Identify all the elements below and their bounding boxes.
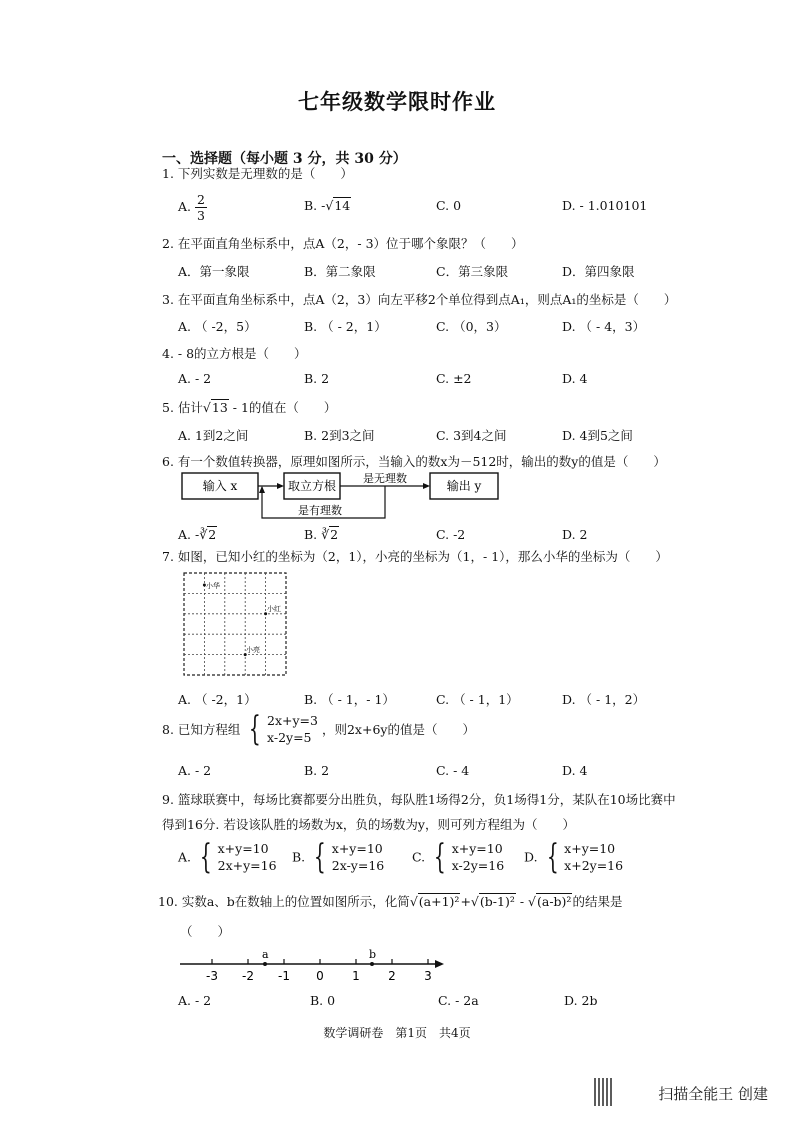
- q8-option-b: B. 2: [304, 763, 330, 778]
- q1-option-d: D. - 1.010101: [562, 198, 648, 213]
- question-3-stem: 3. 在平面直角坐标系中，点A（2，3）向左平移2个单位得到点A₁，则点A₁的坐标是（ ）: [162, 292, 677, 307]
- q10-option-a: A. - 2: [178, 993, 212, 1008]
- q3-option-a: A. （ -2，5）: [178, 319, 257, 334]
- q10-stem-post: 的结果是: [572, 894, 623, 909]
- q9-d-label: D.: [524, 849, 538, 865]
- number-line-tick-label: -2: [242, 969, 254, 983]
- q10-answer-paren: （ ）: [180, 924, 231, 939]
- number-line: [176, 946, 448, 986]
- q6-option-d: D. 2: [562, 527, 588, 542]
- converter-diagram: [180, 468, 510, 524]
- fraction-denominator: 3: [197, 208, 205, 223]
- q7-option-c: C. （ - 1，1）: [436, 692, 519, 707]
- brace-icon: {: [546, 837, 559, 877]
- question-5-stem: 5. 估计√13 - 1的值在（ ）: [162, 400, 337, 415]
- q6-option-b: [304, 527, 339, 542]
- q6-option-c: C. -2: [436, 527, 466, 542]
- label-xiaohua: 小华: [206, 582, 220, 590]
- number-line-ticks: [206, 959, 432, 983]
- q3-option-c: C. （0，3）: [436, 319, 507, 334]
- equation-system: [332, 840, 384, 874]
- brace-icon: {: [199, 837, 212, 877]
- question-9-stem-line2: 得到16分. 若设该队胜的场数为x，负的场数为y，则可列方程组为（ ）: [162, 817, 575, 832]
- watermark: 扫描全能王 创建: [658, 1085, 768, 1103]
- q9-option-b: [292, 837, 385, 877]
- equation-2: x-2y=5: [267, 730, 312, 745]
- q8-option-c: C. - 4: [436, 763, 470, 778]
- number-line-tick-label: -3: [206, 969, 218, 983]
- q5-option-a: A. 1到2之间: [178, 428, 249, 443]
- q9-b-label: B.: [292, 849, 306, 865]
- equation-1: x+y=10: [564, 841, 616, 856]
- q1-option-c: C. 0: [436, 198, 462, 213]
- number-line-tick-label: -1: [278, 969, 290, 983]
- question-9-stem-line1: 9. 篮球联赛中，每场比赛都要分出胜负，每队胜1场得2分，负1场得1分，某队在10场比赛中: [162, 792, 676, 807]
- fraction: [195, 192, 207, 223]
- q3-option-b: B. （ - 2，1）: [304, 319, 387, 334]
- q5-option-d: D. 4到5之间: [562, 428, 633, 443]
- q1-option-a: [178, 192, 207, 223]
- q6-b-label: B.: [304, 527, 318, 542]
- equation-2: 2x-y=16: [331, 858, 385, 873]
- question-6-stem: 6. 有一个数值转换器，原理如图所示，当输入的数x为－512时，输出的数y的值是（ ）: [162, 454, 666, 469]
- grid-border: [184, 573, 286, 675]
- irrational-label: 是无理数: [363, 472, 407, 485]
- page-footer: 数学调研卷 第1页 共4页: [323, 1026, 471, 1040]
- radical-3: (a-b)²: [536, 894, 572, 909]
- label-b: b: [369, 948, 377, 961]
- q5-option-c: C. 3到4之间: [436, 428, 507, 443]
- brace-icon: {: [314, 837, 326, 877]
- q10-option-c: C. - 2a: [438, 993, 479, 1008]
- number-line-tick-label: 0: [316, 969, 324, 983]
- question-4-stem: 4. - 8的立方根是（ ）: [162, 346, 307, 361]
- label-xiaoliang: 小亮: [246, 646, 260, 654]
- q3-option-d: D. （ - 4，3）: [562, 319, 646, 334]
- q9-option-d: [524, 837, 624, 877]
- q5-stem-pre: 5. 估计: [162, 400, 203, 415]
- q10-option-d: D. 2b: [564, 993, 598, 1008]
- question-8-stem: [162, 709, 475, 749]
- arrow-head: [259, 486, 265, 493]
- q2-option-d: D．第四象限: [562, 264, 635, 279]
- equation-1: 2x+y=3: [267, 713, 318, 728]
- equation-system: [218, 840, 277, 874]
- question-10-stem: 10. 实数a、b在数轴上的位置如图所示，化简√(a+1)²+√(b-1)² - √(a-b)²的结果是: [158, 894, 623, 909]
- q4-option-a: A. - 2: [178, 371, 212, 386]
- question-7-stem: 7. 如图，已知小红的坐标为（2，1），小亮的坐标为（1，- 1），那么小华的坐标为（ ）: [162, 549, 668, 564]
- output-box-label: 输出 y: [446, 479, 482, 493]
- coordinate-grid: [182, 571, 290, 679]
- radicand: 2: [208, 527, 217, 542]
- q6-option-a: [178, 527, 217, 542]
- rational-label: 是有理数: [298, 504, 342, 517]
- radicand: 14: [334, 198, 351, 213]
- question-2-stem: 2. 在平面直角坐标系中，点A（2，- 3）位于哪个象限？（ ）: [162, 236, 524, 251]
- q6-a-prefix: -∛: [195, 527, 208, 542]
- fraction-numerator: 2: [197, 192, 205, 207]
- radical-1: (a+1)²: [418, 894, 460, 909]
- q7-option-a: A. （ -2，1）: [178, 692, 257, 707]
- equation-1: x+y=10: [451, 841, 503, 856]
- arrow-head: [423, 483, 430, 489]
- equation-system: [564, 840, 623, 874]
- grid-lines: [184, 573, 286, 675]
- equation-1: x+y=10: [217, 841, 269, 856]
- q4-option-b: B. 2: [304, 371, 330, 386]
- q4-option-d: D. 4: [562, 371, 588, 386]
- equation-2: x-2y=16: [451, 858, 505, 873]
- number-line-tick-label: 2: [388, 969, 396, 983]
- section-heading: 一、选择题（每小题 3 分，共 30 分）: [162, 151, 407, 167]
- label-a: a: [262, 948, 269, 961]
- q9-option-c: [412, 837, 505, 877]
- equation-system: [267, 712, 318, 746]
- qr-code-icon: [594, 1078, 612, 1106]
- question-1-stem: 1. 下列实数是无理数的是（ ）: [162, 166, 353, 181]
- q8-option-a: A. - 2: [178, 763, 212, 778]
- q8-stem-post: ，则2x+6y的值是（ ）: [321, 722, 475, 737]
- arrow-head: [277, 483, 284, 489]
- q5-stem-post: - 1的值在（ ）: [228, 400, 337, 415]
- radicand: 13: [211, 400, 228, 415]
- q4-option-c: C. ±2: [436, 371, 472, 386]
- point-a: [263, 962, 267, 966]
- q10-option-b: B. 0: [310, 993, 336, 1008]
- q8-stem-pre: 8. 已知方程组: [162, 722, 241, 737]
- q2-option-c: C．第三象限: [436, 264, 509, 279]
- equation-1: x+y=10: [331, 841, 383, 856]
- q1-b-label: B.: [304, 198, 318, 213]
- input-box-label: 输入 x: [202, 479, 238, 493]
- q9-a-label: A.: [178, 849, 192, 865]
- page-title: 七年级数学限时作业: [298, 89, 496, 114]
- q7-option-d: D. （ - 1，2）: [562, 692, 646, 707]
- q1-b-sign: -: [321, 198, 326, 213]
- equation-2: 2x+y=16: [217, 858, 277, 873]
- q1-a-label: A.: [178, 199, 192, 214]
- cube-root-box-label: 取立方根: [287, 479, 337, 493]
- plus-sign: +: [460, 894, 471, 909]
- number-line-tick-label: 1: [352, 969, 360, 983]
- radical-2: (b-1)²: [479, 894, 515, 909]
- radicand: 2: [330, 527, 339, 542]
- minus-sign: -: [515, 894, 529, 909]
- q7-option-b: B. （ - 1，- 1）: [304, 692, 395, 707]
- q8-option-d: D. 4: [562, 763, 588, 778]
- label-xiaohong: 小红: [267, 605, 281, 613]
- q6-b-prefix: ∛: [321, 527, 330, 542]
- equation-system: [452, 840, 504, 874]
- q2-option-a: A．第一象限: [178, 264, 250, 279]
- brace-icon: {: [249, 709, 262, 749]
- q10-stem-pre: 10. 实数a、b在数轴上的位置如图所示，化简: [158, 894, 410, 909]
- equation-2: x+2y=16: [564, 858, 624, 873]
- q6-a-label: A.: [178, 527, 192, 542]
- q2-option-b: B．第二象限: [304, 264, 376, 279]
- scanner-logo-icon: [614, 1080, 632, 1104]
- q5-option-b: B. 2到3之间: [304, 428, 375, 443]
- arrow-head: [435, 960, 444, 968]
- q9-c-label: C.: [412, 849, 426, 865]
- q1-option-b: B. -√14: [304, 198, 351, 213]
- point-b: [370, 962, 374, 966]
- brace-icon: {: [433, 837, 446, 877]
- number-line-tick-label: 3: [424, 969, 432, 983]
- q9-option-a: [178, 837, 277, 877]
